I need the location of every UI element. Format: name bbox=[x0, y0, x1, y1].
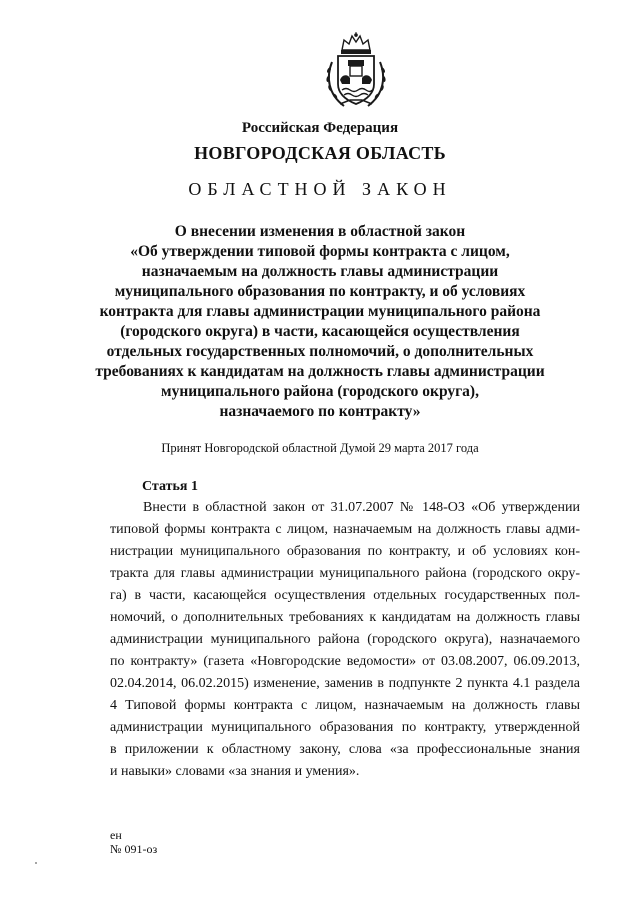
body-line: номочий, о дополнительных требованиях к кандидатам на должность главы bbox=[110, 610, 580, 625]
body-line: типовой формы контракта с лицом, назначаемым на должность главы адми- bbox=[110, 522, 580, 537]
body-line: га) в части, касающейся осуществления отдельных государственных пол- bbox=[110, 588, 580, 603]
adoption-note: Принят Новгородской областной Думой 29 марта 2017 года bbox=[161, 441, 479, 455]
law-title bbox=[95, 222, 545, 422]
title-line: назначаемым на должность главы администрации bbox=[141, 263, 499, 280]
footer-reference bbox=[110, 828, 157, 856]
title-line: муниципального образования по контракту, и об условиях bbox=[114, 283, 526, 300]
body-line: 4 Типовой формы контракта с лицом, назначаемым на должность главы bbox=[110, 698, 580, 713]
article-heading: Статья 1 bbox=[142, 479, 198, 494]
body-line: 02.04.2014, 06.02.2015) изменение, заменив в подпункте 2 пункта 4.1 раздела bbox=[110, 676, 580, 691]
scan-speck bbox=[35, 862, 37, 864]
title-line: О внесении изменения в областной закон bbox=[174, 223, 466, 240]
body-line: в приложении к областному закону, слова «за профессиональные знания bbox=[110, 742, 580, 757]
body-line: нистрации муниципального образования по контракту, и об условиях кон- bbox=[110, 544, 580, 559]
title-line: назначаемого по контракту» bbox=[219, 403, 421, 420]
region-name: НОВГОРОДСКАЯ ОБЛАСТЬ bbox=[194, 143, 446, 163]
body-line: Внести в областной закон от 31.07.2007 № 148-ОЗ «Об утверждении bbox=[143, 500, 580, 515]
country-name: Российская Федерация bbox=[241, 120, 399, 136]
body-line: по контракту» (газета «Новгородские ведомости» от 03.08.2007, 06.09.2013, bbox=[110, 654, 580, 669]
body-line: администрации муниципального образования по контракту, утвержденной bbox=[110, 720, 580, 735]
title-line: муниципального района (городского округа), bbox=[161, 383, 479, 400]
body-line: и навыки» словами «за знания и умения». bbox=[110, 764, 360, 779]
title-line: «Об утверждении типовой формы контракта с лицом, bbox=[130, 243, 510, 260]
title-line: (городского округа) в части, касающейся осуществления bbox=[120, 323, 520, 340]
title-line: отдельных государственных полномочий, о дополнительных bbox=[106, 343, 534, 360]
title-line: контракта для главы администрации муниципального района bbox=[99, 303, 541, 320]
title-line: требованиях к кандидатам на должность главы администрации bbox=[95, 363, 545, 380]
law-number: № 091-оз bbox=[110, 842, 158, 856]
coat-of-arms-icon bbox=[322, 32, 390, 110]
document-type: ОБЛАСТНОЙ ЗАКОН bbox=[188, 179, 452, 199]
author-initials: ен bbox=[110, 828, 122, 842]
article-body bbox=[110, 497, 580, 783]
body-line: администрации муниципального района (городского округа), назначаемого bbox=[110, 632, 580, 647]
body-line: тракта для главы администрации муниципального района (городского окру- bbox=[110, 566, 580, 581]
